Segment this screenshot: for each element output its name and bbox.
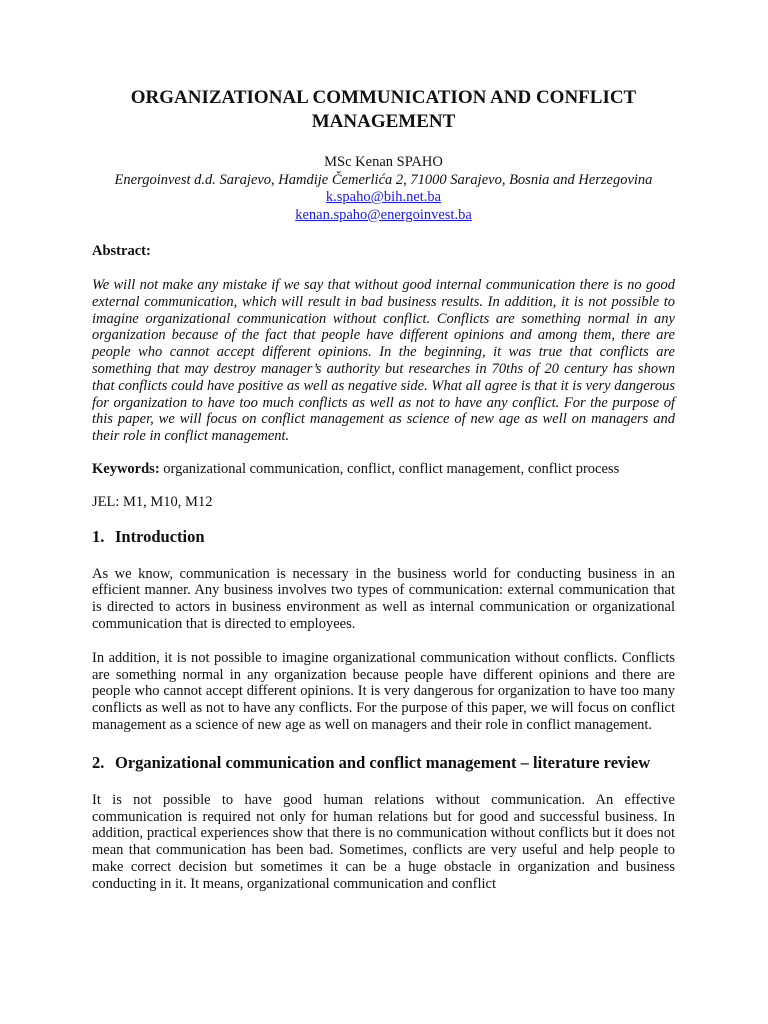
section-1-paragraph-1: As we know, communication is necessary in the business world for conducting business in an efficient manner. Any business involves two types of communication: external communication that is directed to actors in business environment as well as internal communication or organizational communication that is directed to employees. — [92, 565, 675, 632]
title-line-2: MANAGEMENT — [311, 111, 456, 132]
abstract-heading: Abstract: — [92, 243, 151, 259]
author-block — [92, 154, 675, 224]
paper-title — [92, 86, 675, 134]
title-line-1: ORGANIZATIONAL COMMUNICATION AND CONFLICT — [130, 87, 637, 108]
section-2-paragraph-1: It is not possible to have good human relations without communication. An effective communication is required not only for human relations but for good and successful business. In addition, practical experiences show that there is no communication without conflicts but it does not mean that communication has been bad. Sometimes, conflicts are very useful and help people to make correct decision but sometimes it can be a huge obstacle in organization and business conducting in it. It means, organizational communication and conflict — [92, 791, 675, 892]
email-link-2[interactable]: kenan.spaho@energoinvest.ba — [295, 206, 472, 223]
keywords-text: organizational communication, conflict, conflict management, conflict process — [163, 460, 620, 477]
keywords-label: Keywords: — [92, 460, 160, 477]
section-2-title: Organizational communication and conflict management – literature review — [115, 752, 651, 772]
abstract-text: We will not make any mistake if we say that without good internal communication there is no good external communication, which will result in bad business results. In addition, it is not possible to imagine organizational communication without conflict. Conflicts are something normal in any organization because of the fact that people have different opinions and among them, there are people who cannot accept different opinions. In the beginning, it was true that conflicts are something that may destroy manager’s authority but researches in 70ths of 20 century has shown that conflicts could have positive as well as negative side. What all agree is that it is very dangerous for organization to have too much conflicts as well as not to have any conflict. For the purpose of this paper, we will focus on conflict management as science of new age as well on managers and their role in conflict management. — [92, 277, 675, 445]
section-2-heading — [92, 753, 675, 773]
section-1-number: 1. — [92, 526, 105, 546]
section-1-title: Introduction — [115, 526, 205, 546]
jel-codes: JEL: M1, M10, M12 — [92, 493, 213, 510]
keywords-line — [92, 461, 675, 478]
email-link-1[interactable]: k.spaho@bih.net.ba — [325, 189, 442, 205]
section-1-paragraph-2: In addition, it is not possible to imagine organizational communication without conflicts. Conflicts are something normal in any organization because people have different opinions and there are people who cannot accept different opinions. It is very dangerous for organization to have too many conflicts as well as not to have any conflicts. For the purpose of this paper, we will focus on conflict management as a science of new age as well on managers and their role in conflict management. — [92, 649, 675, 733]
section-1-heading — [92, 527, 675, 547]
section-2-number: 2. — [92, 752, 105, 772]
author-affiliation: Energoinvest d.d. Sarajevo, Hamdije Čemerlića 2, 71000 Sarajevo, Bosnia and Herzegovina — [114, 171, 653, 188]
author-name: MSc Kenan SPAHO — [324, 154, 443, 170]
paper-content — [92, 86, 675, 893]
